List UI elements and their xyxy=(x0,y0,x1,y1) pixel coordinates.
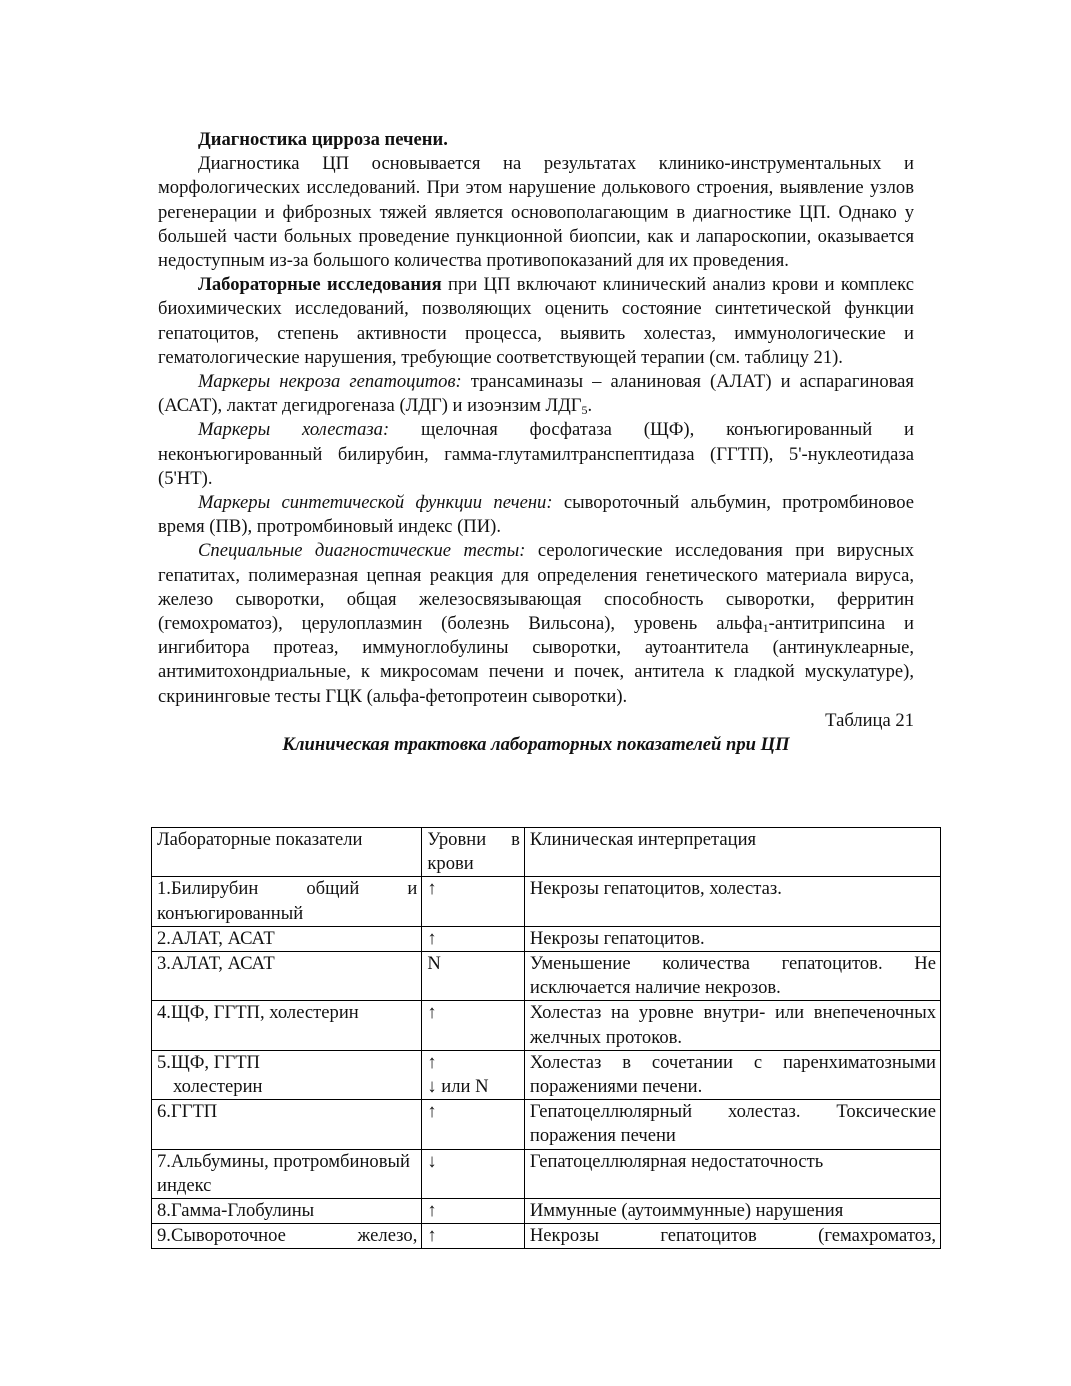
indicator-cell: 1.Билирубин общий и конъюгированный xyxy=(152,877,422,926)
bold-term: Лабораторные исследования xyxy=(198,274,442,296)
table-title: Клиническая трактовка лабораторных показателей при ЦП xyxy=(282,734,790,756)
indicator-cell: 2.АЛАТ, АСАТ xyxy=(152,926,422,951)
level-cell: ↑ ↓ или N xyxy=(422,1050,525,1099)
paragraph-necrosis-markers: Маркеры некроза гепатоцитов: трансаминазы – аланиновая (АЛАТ) и аспарагиновая (АСАТ), лактат дегидрогеназа (ЛДГ) и изоэнзим $ЛДГ_5$. xyxy=(158,371,914,418)
section-heading: Диагностика цирроза печени. xyxy=(198,129,448,150)
level-cell: ↑ xyxy=(422,1100,525,1149)
level-cell: ↓ xyxy=(422,1149,525,1198)
document-page xyxy=(158,128,914,757)
table-header-row xyxy=(152,828,941,877)
table-row xyxy=(152,1050,941,1099)
table-row xyxy=(152,1100,941,1149)
table-row xyxy=(152,952,941,1001)
table-row xyxy=(152,926,941,951)
lab-indicators-table xyxy=(151,827,941,1249)
table-number: Таблица 21 xyxy=(825,709,914,731)
interpretation-cell: Гепатоцеллюлярная недостаточность xyxy=(524,1149,940,1198)
paragraph-cholestasis-markers: Маркеры холестаза: щелочная фосфатаза (ЩФ), конъюгированный и неконъюгированный билирубин, гамма-глутамилтранспептидаза (ГГТП), 5'-нуклеотидаза (5'НТ). xyxy=(158,419,914,489)
table-row xyxy=(152,1149,941,1198)
level-cell: ↑ xyxy=(422,1224,525,1249)
level-cell: ↑ xyxy=(422,1199,525,1224)
level-cell: ↑ xyxy=(422,877,525,926)
paragraph-synthetic-markers: Маркеры синтетической функции печени: сывороточный альбумин, протромбиновое время (ПВ), протромбиновый индекс (ПИ). xyxy=(158,492,914,538)
interpretation-cell: Холестаз на уровне внутри- или внепеченочных желчных протоков. xyxy=(524,1001,940,1050)
italic-term: Специальные диагностические тесты: xyxy=(198,540,526,562)
header-cell: Лабораторные показатели xyxy=(152,828,422,877)
paragraph-diagnosis: Диагностика ЦП основывается на результатах клинико-инструментальных и морфологических исследований. При этом нарушение долькового строения, выявление узлов регенерации и фиброзных тяжей является основополагающим в диагностике ЦП. Однако у большей части больных проведение пункционной биопсии, как и лапароскопии, оказывается недоступным из-за большого количества противопоказаний для их проведения. xyxy=(158,153,914,272)
italic-term: Маркеры синтетической функции печени: xyxy=(198,492,553,514)
indicator-cell: 8.Гамма-Глобулины xyxy=(152,1199,422,1224)
header-cell: Уровни в крови xyxy=(422,828,525,877)
interpretation-cell: Некрозы гепатоцитов, холестаз. xyxy=(524,877,940,926)
indicator-cell: 7.Альбумины, протромбиновый индекс xyxy=(152,1149,422,1198)
table-row xyxy=(152,877,941,926)
italic-term: Маркеры холестаза: xyxy=(198,419,390,441)
indicator-cell: 3.АЛАТ, АСАТ xyxy=(152,952,422,1001)
table-row xyxy=(152,1001,941,1050)
level-cell: ↑ xyxy=(422,1001,525,1050)
interpretation-cell: Уменьшение количества гепатоцитов. Не исключается наличие некрозов. xyxy=(524,952,940,1001)
indicator-cell: 4.ЩФ, ГГТП, холестерин xyxy=(152,1001,422,1050)
interpretation-cell: Холестаз в сочетании с паренхиматозными поражениями печени. xyxy=(524,1050,940,1099)
paragraph-lab-tests: Лабораторные исследования при ЦП включают клинический анализ крови и комплекс биохимических исследований, позволяющих оценить состояние синтетической функции гепатоцитов, степень активности процесса, выявить холестаз, иммунологические и гематологические нарушения, требующие соответствующей терапии (см. таблицу 21). xyxy=(158,274,914,368)
table-row xyxy=(152,1224,941,1249)
table-row xyxy=(152,1199,941,1224)
interpretation-cell: Гепатоцеллюлярный холестаз. Токсические поражения печени xyxy=(524,1100,940,1149)
level-cell: N xyxy=(422,952,525,1001)
paragraph-special-tests: Специальные диагностические тесты: серологические исследования при вирусных гепатитах, полимеразная цепная реакция для определения генетического материала вируса, железо сыворотки, общая железосвязывающая способность сыворотки, ферритин (гемохроматоз), церулоплазмин (болезнь Вильсона), уровень альфа$_1$-антитрипсина и ингибитора протеаз, иммуноглобулины сыворотки, аутоантитела (антинуклеарные, антимитохондриальные, к микросомам печени и почек, антитела к гладкой мускулатуре), скрининговые тесты ГЦК (альфа-фетопротеин сыворотки). xyxy=(158,540,914,707)
interpretation-cell: Некрозы гепатоцитов (гемахроматоз, xyxy=(524,1224,940,1249)
interpretation-cell: Некрозы гепатоцитов. xyxy=(524,926,940,951)
indicator-cell: 5.ЩФ, ГГТП холестерин xyxy=(152,1050,422,1099)
indicator-cell: 9.Сывороточное железо, xyxy=(152,1224,422,1249)
header-cell: Клиническая интерпретация xyxy=(524,828,940,877)
italic-term: Маркеры некроза гепатоцитов: xyxy=(198,371,462,393)
level-cell: ↑ xyxy=(422,926,525,951)
interpretation-cell: Иммунные (аутоиммунные) нарушения xyxy=(524,1199,940,1224)
indicator-cell: 6.ГГТП xyxy=(152,1100,422,1149)
